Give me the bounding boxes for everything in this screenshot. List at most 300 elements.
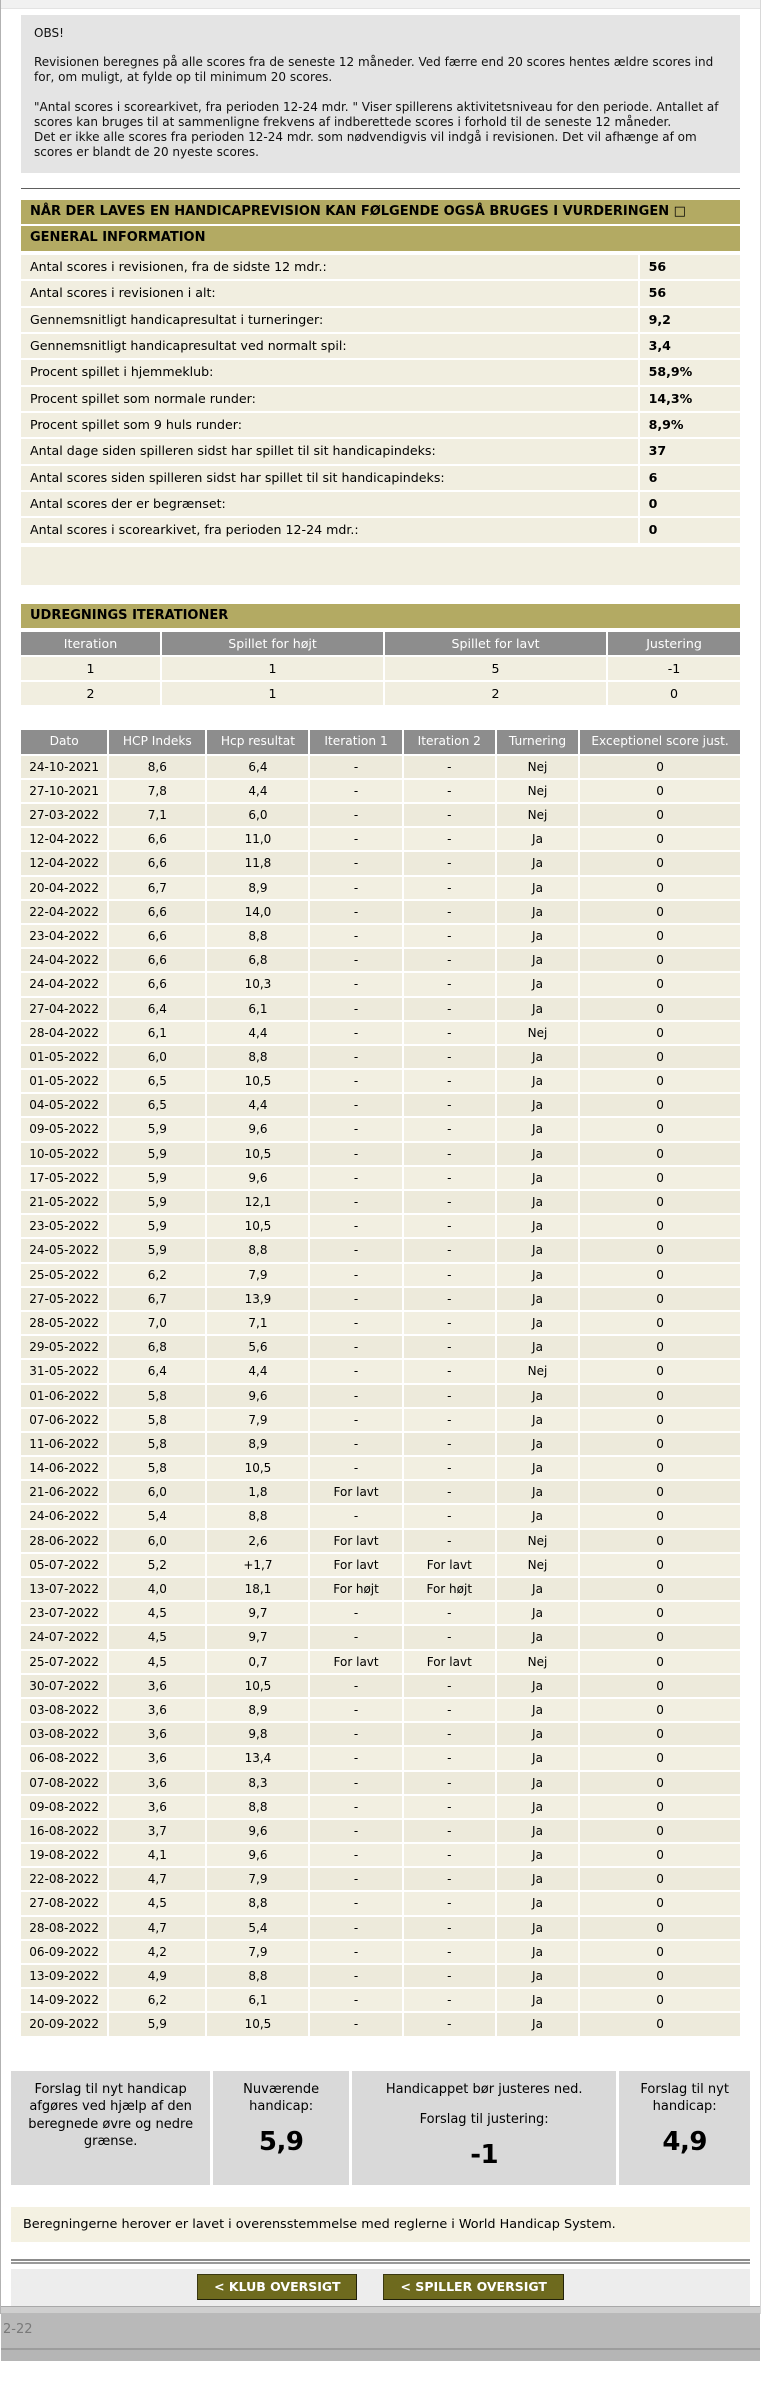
score-column-header: Hcp resultat [207,730,308,753]
hcp-result-cell: 5,6 [207,1336,308,1358]
iteration-1-cell: - [310,1022,401,1044]
iteration-2-cell: - [404,1409,495,1431]
score-date-cell: 06-08-2022 [21,1747,107,1769]
iteration-2-cell: - [404,1965,495,1987]
hcp-result-cell: 9,8 [207,1723,308,1745]
exceptional-score-cell: 0 [580,1409,740,1431]
hcp-index-cell: 5,4 [109,1505,205,1527]
hcp-result-cell: 4,4 [207,1022,308,1044]
iteration-1-cell: - [310,1046,401,1068]
iteration-1-cell: - [310,828,401,850]
hcp-index-cell: 5,9 [109,1143,205,1165]
obs-info-box [21,15,740,173]
score-date-cell: 03-08-2022 [21,1699,107,1721]
iteration-2-cell: - [404,1143,495,1165]
tournament-cell: Ja [497,1046,578,1068]
tournament-cell: Ja [497,1965,578,1987]
score-column-header: Dato [21,730,107,753]
iteration-1-cell: For lavt [310,1481,401,1503]
iteration-1-cell: - [310,925,401,947]
iteration-1-cell: - [310,1239,401,1261]
info-row [21,387,740,411]
adjustment-cell: 0 [608,682,740,705]
general-info-table [19,253,742,545]
iteration-1-cell: For lavt [310,1554,401,1576]
revision-note-header[interactable]: NÅR DER LAVES EN HANDICAPREVISION KAN FØLGENDE OGSÅ BRUGES I VURDERINGEN □ [21,200,740,225]
hcp-result-cell: 8,9 [207,877,308,899]
iteration-2-cell: - [404,877,495,899]
info-row-label: Antal scores i revisionen i alt: [21,281,638,305]
hcp-index-cell: 6,2 [109,1989,205,2011]
iteration-1-cell: - [310,1312,401,1334]
hcp-result-cell: 8,8 [207,1796,308,1818]
info-row-value: 9,2 [640,308,740,332]
iteration-1-cell: - [310,1191,401,1213]
score-date-cell: 13-07-2022 [21,1578,107,1600]
iteration-1-cell: - [310,1602,401,1624]
score-date-cell: 21-05-2022 [21,1191,107,1213]
score-date-cell: 22-04-2022 [21,901,107,923]
score-date-cell: 22-08-2022 [21,1868,107,1890]
score-date-cell: 28-06-2022 [21,1530,107,1552]
hcp-index-cell: 4,0 [109,1578,205,1600]
exceptional-score-cell: 0 [580,1215,740,1237]
divider-rule [21,188,740,189]
hcp-index-cell: 4,7 [109,1917,205,1939]
tournament-cell: Ja [497,1409,578,1431]
iteration-2-cell: For lavt [404,1554,495,1576]
score-row [21,1118,740,1140]
hcp-result-cell: 10,5 [207,1675,308,1697]
info-row-label: Antal dage siden spilleren sidst har spillet til sit handicapindeks: [21,439,638,463]
iteration-2-cell: - [404,1917,495,1939]
info-row-label: Procent spillet som 9 huls runder: [21,413,638,437]
tournament-cell: Ja [497,1868,578,1890]
hcp-index-cell: 7,8 [109,780,205,802]
iteration-2-cell: - [404,1433,495,1455]
score-date-cell: 09-08-2022 [21,1796,107,1818]
hcp-index-cell: 5,8 [109,1433,205,1455]
iteration-1-cell: - [310,1844,401,1866]
score-row [21,1385,740,1407]
page-top-strip [1,0,760,9]
score-date-cell: 12-04-2022 [21,852,107,874]
hcp-result-cell: 12,1 [207,1191,308,1213]
adjustment-cell: -1 [608,657,740,680]
score-row [21,1022,740,1044]
tournament-cell: Ja [497,1796,578,1818]
iteration-2-cell: - [404,1723,495,1745]
exceptional-score-cell: 0 [580,1046,740,1068]
iteration-2-cell: - [404,1626,495,1648]
hcp-result-cell: 7,9 [207,1264,308,1286]
iteration-1-cell: - [310,1070,401,1092]
tournament-cell: Ja [497,1844,578,1866]
hcp-result-cell: 13,9 [207,1288,308,1310]
tournament-cell: Ja [497,1457,578,1479]
exceptional-score-cell: 0 [580,1094,740,1116]
info-row-label: Antal scores i scorearkivet, fra perioden 12-24 mdr.: [21,518,638,542]
hcp-result-cell: 10,5 [207,2013,308,2035]
score-date-cell: 21-06-2022 [21,1481,107,1503]
exceptional-score-cell: 0 [580,1796,740,1818]
exceptional-score-cell: 0 [580,1892,740,1914]
hcp-index-cell: 6,0 [109,1481,205,1503]
iteration-2-cell: - [404,1191,495,1213]
score-row [21,973,740,995]
exceptional-score-cell: 0 [580,1675,740,1697]
iteration-1-cell: - [310,1433,401,1455]
hcp-index-cell: 7,1 [109,804,205,826]
hcp-result-cell: 6,1 [207,998,308,1020]
score-row [21,1336,740,1358]
iteration-2-cell: - [404,1457,495,1479]
exceptional-score-cell: 0 [580,1457,740,1479]
hcp-index-cell: 6,6 [109,925,205,947]
double-divider-rule [11,2259,750,2264]
tournament-cell: Ja [497,1602,578,1624]
hcp-result-cell: 4,4 [207,1360,308,1382]
score-date-cell: 12-04-2022 [21,828,107,850]
tournament-cell: Nej [497,1530,578,1552]
hcp-result-cell: 10,5 [207,1070,308,1092]
hcp-index-cell: 6,6 [109,973,205,995]
iteration-number-cell: 1 [21,657,160,680]
footer-partial-text: 2-22 [3,2321,33,2337]
exceptional-score-cell: 0 [580,2013,740,2035]
hcp-result-cell: 6,4 [207,756,308,778]
exceptional-score-cell: 0 [580,852,740,874]
score-date-cell: 01-05-2022 [21,1046,107,1068]
hcp-index-cell: 7,0 [109,1312,205,1334]
exceptional-score-cell: 0 [580,828,740,850]
score-date-cell: 16-08-2022 [21,1820,107,1842]
footer-main-strip [1,2313,760,2348]
general-information-header: GENERAL INFORMATION [21,226,740,251]
score-row [21,925,740,947]
iteration-2-cell: - [404,1989,495,2011]
score-date-cell: 14-09-2022 [21,1989,107,2011]
iteration-column-header: Spillet for lavt [385,632,606,655]
info-row [21,413,740,437]
footer-top-strip [1,2306,760,2313]
iteration-2-cell: - [404,1022,495,1044]
score-date-cell: 10-05-2022 [21,1143,107,1165]
hcp-result-cell: 7,9 [207,1941,308,1963]
exceptional-score-cell: 0 [580,1118,740,1140]
tournament-cell: Ja [497,1070,578,1092]
info-row [21,281,740,305]
obs-title: OBS! [34,26,64,40]
hcp-index-cell: 5,8 [109,1457,205,1479]
iteration-1-cell: - [310,1747,401,1769]
hcp-index-cell: 3,7 [109,1820,205,1842]
tournament-cell: Ja [497,877,578,899]
iteration-1-cell: - [310,1288,401,1310]
iteration-1-cell: - [310,1167,401,1189]
score-row [21,1409,740,1431]
hcp-index-cell: 4,7 [109,1868,205,1890]
iteration-1-cell: For lavt [310,1651,401,1673]
summary-explanation-cell [11,2071,210,2185]
tournament-cell: Ja [497,1433,578,1455]
footer-bottom-gap [1,2361,760,2385]
iteration-1-cell: - [310,852,401,874]
info-row [21,518,740,542]
info-row [21,466,740,490]
hcp-index-cell: 6,6 [109,852,205,874]
tournament-cell: Ja [497,1385,578,1407]
iteration-2-cell: - [404,949,495,971]
hcp-index-cell: 5,9 [109,1118,205,1140]
hcp-index-cell: 8,6 [109,756,205,778]
hcp-result-cell: 7,1 [207,1312,308,1334]
info-row [21,360,740,384]
tournament-cell: Ja [497,1917,578,1939]
iteration-2-cell: - [404,1844,495,1866]
score-date-cell: 25-07-2022 [21,1651,107,1673]
adjustment-direction-text: Handicappet bør justeres ned. [385,2081,583,2097]
info-row-label: Procent spillet i hjemmeklub: [21,360,638,384]
iteration-1-cell: - [310,1409,401,1431]
exceptional-score-cell: 0 [580,756,740,778]
score-row [21,1167,740,1189]
score-date-cell: 24-06-2022 [21,1505,107,1527]
iterations-header: UDREGNINGS ITERATIONER [21,604,740,629]
exceptional-score-cell: 0 [580,1626,740,1648]
exceptional-score-cell: 0 [580,1844,740,1866]
iteration-1-cell: - [310,998,401,1020]
tournament-cell: Nej [497,1360,578,1382]
hcp-index-cell: 6,4 [109,1360,205,1382]
club-overview-button[interactable]: < KLUB OVERSIGT [197,2274,357,2300]
iteration-column-header: Iteration [21,632,160,655]
score-row [21,780,740,802]
iteration-2-cell: - [404,1239,495,1261]
info-row-label: Antal scores siden spilleren sidst har spillet til sit handicapindeks: [21,466,638,490]
iteration-column-header: Spillet for højt [162,632,383,655]
exceptional-score-cell: 0 [580,1747,740,1769]
info-row-value: 37 [640,439,740,463]
hcp-result-cell: 4,4 [207,780,308,802]
score-row [21,1481,740,1503]
adjustment-suggestion-value: -1 [470,2139,499,2170]
iteration-1-cell: - [310,1989,401,2011]
info-row-label: Gennemsnitligt handicapresultat ved normalt spil: [21,334,638,358]
hcp-index-cell: 6,1 [109,1022,205,1044]
hcp-result-cell: 2,6 [207,1530,308,1552]
score-row [21,1844,740,1866]
hcp-index-cell: 5,9 [109,1167,205,1189]
score-column-header: Iteration 1 [310,730,401,753]
score-date-cell: 06-09-2022 [21,1941,107,1963]
score-row [21,949,740,971]
hcp-index-cell: 6,6 [109,949,205,971]
exceptional-score-cell: 0 [580,1336,740,1358]
iteration-2-cell: - [404,1892,495,1914]
tournament-cell: Ja [497,1772,578,1794]
score-row [21,1699,740,1721]
page-footer [1,2306,760,2385]
score-row [21,2013,740,2035]
score-row [21,804,740,826]
hcp-index-cell: 5,9 [109,1191,205,1213]
hcp-index-cell: 6,0 [109,1530,205,1552]
iteration-column-header: Justering [608,632,740,655]
hcp-result-cell: 9,6 [207,1118,308,1140]
iteration-1-cell: - [310,1505,401,1527]
score-row [21,1989,740,2011]
iteration-2-cell: - [404,1796,495,1818]
tournament-cell: Nej [497,1651,578,1673]
iteration-1-cell: - [310,1143,401,1165]
exceptional-score-cell: 0 [580,1070,740,1092]
hcp-index-cell: 3,6 [109,1723,205,1745]
hcp-result-cell: 10,3 [207,973,308,995]
hcp-index-cell: 5,8 [109,1409,205,1431]
iteration-2-cell: - [404,1360,495,1382]
summary-table [8,2068,753,2188]
exceptional-score-cell: 0 [580,1530,740,1552]
iteration-table-header-row [21,632,740,655]
score-row [21,1094,740,1116]
hcp-result-cell: 7,9 [207,1409,308,1431]
score-row [21,1360,740,1382]
tournament-cell: Ja [497,828,578,850]
summary-explanation-text: Forslag til nyt handicap afgøres ved hjælp af den beregnede øvre og nedre grænse. [28,2081,194,2150]
exceptional-score-cell: 0 [580,1868,740,1890]
exceptional-score-cell: 0 [580,1505,740,1527]
hcp-result-cell: 13,4 [207,1747,308,1769]
exceptional-score-cell: 0 [580,1820,740,1842]
tournament-cell: Ja [497,1892,578,1914]
hcp-result-cell: 8,8 [207,1892,308,1914]
score-date-cell: 17-05-2022 [21,1167,107,1189]
iteration-1-cell: - [310,1772,401,1794]
iteration-2-cell: - [404,852,495,874]
proposed-handicap-cell [619,2071,750,2185]
info-row-value: 3,4 [640,334,740,358]
score-date-cell: 07-06-2022 [21,1409,107,1431]
hcp-result-cell: 6,8 [207,949,308,971]
iteration-1-cell: - [310,804,401,826]
tournament-cell: Ja [497,1191,578,1213]
iteration-2-cell: - [404,973,495,995]
current-handicap-value: 5,9 [258,2126,304,2157]
exceptional-score-cell: 0 [580,1723,740,1745]
hcp-result-cell: 8,8 [207,1505,308,1527]
hcp-index-cell: 6,7 [109,877,205,899]
iteration-2-cell: - [404,2013,495,2035]
hcp-result-cell: 4,4 [207,1094,308,1116]
info-row [21,492,740,516]
summary-section [11,2068,750,2188]
player-overview-button[interactable]: < SPILLER OVERSIGT [383,2274,563,2300]
score-date-cell: 13-09-2022 [21,1965,107,1987]
score-column-header: Turnering [497,730,578,753]
score-row [21,1046,740,1068]
score-row [21,1191,740,1213]
tournament-cell: Nej [497,1554,578,1576]
score-row [21,1457,740,1479]
hcp-index-cell: 5,9 [109,1215,205,1237]
score-column-header: Exceptionel score just. [580,730,740,753]
score-row [21,1917,740,1939]
iteration-2-cell: - [404,756,495,778]
score-row [21,828,740,850]
iteration-2-cell: - [404,828,495,850]
iteration-1-cell: - [310,1264,401,1286]
hcp-result-cell: 14,0 [207,901,308,923]
iteration-2-cell: - [404,1046,495,1068]
iteration-1-cell: - [310,1118,401,1140]
info-row-value: 0 [640,492,740,516]
exceptional-score-cell: 0 [580,1772,740,1794]
score-date-cell: 28-08-2022 [21,1917,107,1939]
tournament-cell: Ja [497,1239,578,1261]
score-row [21,1433,740,1455]
iteration-1-cell: - [310,1892,401,1914]
tournament-cell: Ja [497,1118,578,1140]
exceptional-score-cell: 0 [580,1651,740,1673]
iteration-2-cell: - [404,1747,495,1769]
tournament-cell: Ja [497,1989,578,2011]
iteration-2-cell: - [404,1675,495,1697]
iteration-2-cell: For højt [404,1578,495,1600]
exceptional-score-cell: 0 [580,1167,740,1189]
score-date-cell: 28-05-2022 [21,1312,107,1334]
score-date-cell: 29-05-2022 [21,1336,107,1358]
hcp-result-cell: 8,8 [207,1965,308,1987]
hcp-index-cell: 5,8 [109,1385,205,1407]
played-too-high-cell: 1 [162,657,383,680]
iteration-1-cell: - [310,949,401,971]
hcp-index-cell: 5,2 [109,1554,205,1576]
info-row [21,334,740,358]
info-row-label: Antal scores der er begrænset: [21,492,638,516]
hcp-result-cell: 7,9 [207,1868,308,1890]
iteration-row [21,657,740,680]
score-date-cell: 24-10-2021 [21,756,107,778]
tournament-cell: Ja [497,1336,578,1358]
hcp-index-cell: 6,0 [109,1046,205,1068]
exceptional-score-cell: 0 [580,1022,740,1044]
score-date-cell: 07-08-2022 [21,1772,107,1794]
hcp-result-cell: 1,8 [207,1481,308,1503]
iteration-1-cell: - [310,1094,401,1116]
hcp-result-cell: 8,8 [207,1046,308,1068]
hcp-index-cell: 3,6 [109,1747,205,1769]
iteration-1-cell: - [310,2013,401,2035]
score-date-cell: 23-05-2022 [21,1215,107,1237]
score-date-cell: 01-06-2022 [21,1385,107,1407]
score-row [21,1602,740,1624]
tournament-cell: Ja [497,1167,578,1189]
score-row [21,756,740,778]
score-date-cell: 27-04-2022 [21,998,107,1020]
tournament-cell: Ja [497,1675,578,1697]
info-row-value: 56 [640,255,740,279]
exceptional-score-cell: 0 [580,973,740,995]
iteration-1-cell: - [310,756,401,778]
exceptional-score-cell: 0 [580,1989,740,2011]
iteration-1-cell: - [310,1723,401,1745]
hcp-index-cell: 5,9 [109,1239,205,1261]
tournament-cell: Nej [497,804,578,826]
score-row [21,852,740,874]
score-date-cell: 04-05-2022 [21,1094,107,1116]
score-column-header: Iteration 2 [404,730,495,753]
